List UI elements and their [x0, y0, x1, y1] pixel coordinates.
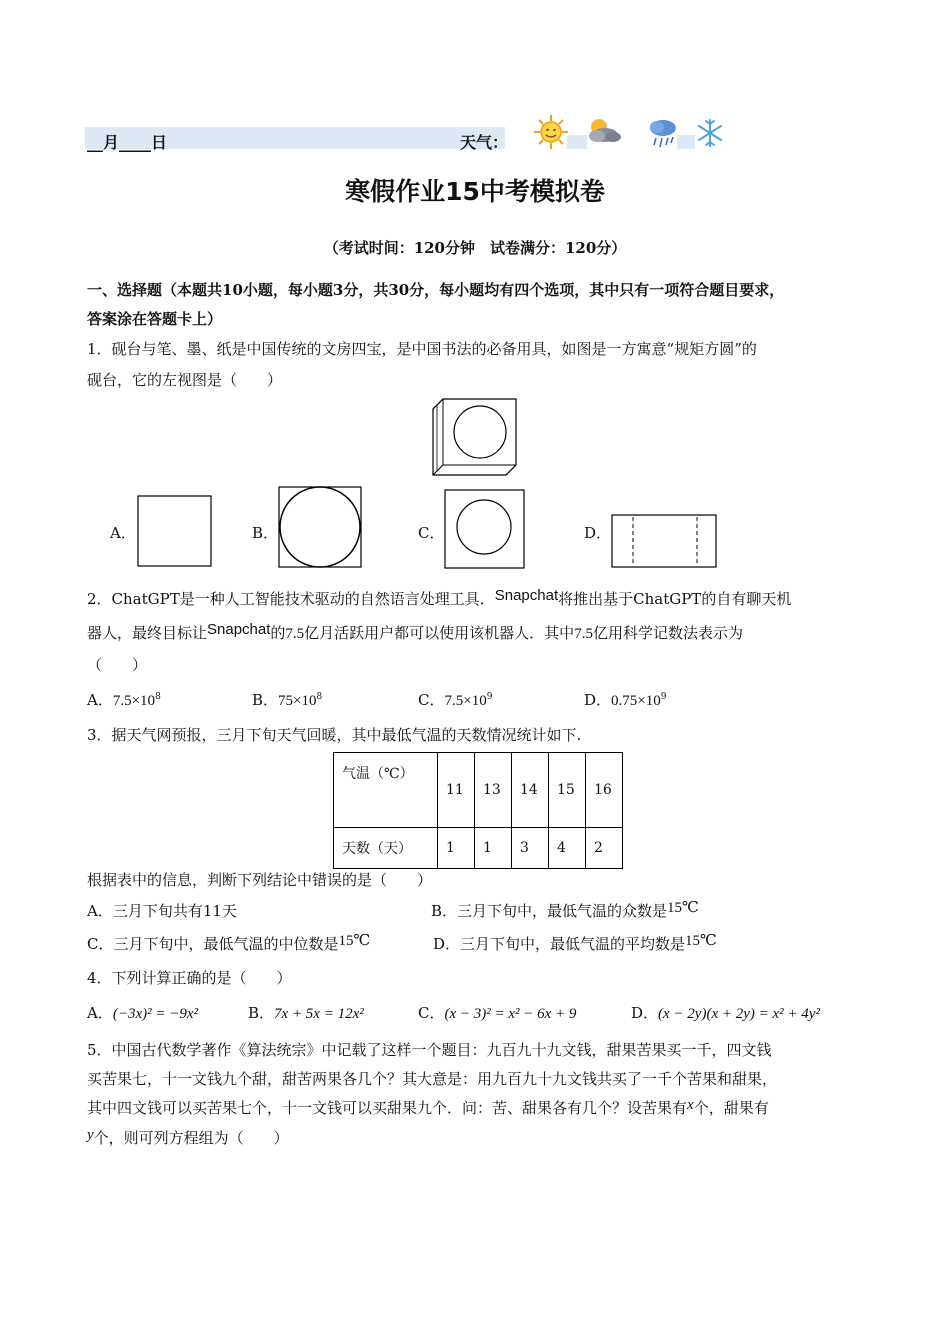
q1-option-c-figure	[444, 489, 526, 570]
q2-text-part: 的	[270, 624, 286, 642]
q2-option-d-label: D．	[584, 691, 612, 709]
q4-option-a	[87, 1002, 198, 1023]
q2-option-d	[584, 689, 666, 710]
q4-option-b-expr: 7x + 5x = 12x²	[274, 1006, 364, 1022]
section-heading: 一、选择题（本题共10小题，每小题3分，共30分，每小题均有四个选项，其中只有一项符合题目要求，	[87, 281, 785, 299]
q3-option-c-value: 15℃	[338, 933, 371, 949]
table-cell: 13	[475, 753, 512, 828]
q1-option-d-figure	[611, 514, 719, 570]
q3-option-c	[87, 933, 370, 954]
q1-option-b-figure	[278, 486, 364, 569]
question-2-text-cont	[87, 622, 743, 643]
table-row	[334, 828, 623, 869]
q4-option-c	[418, 1002, 576, 1023]
q2-option-a-value: 7.5×10	[112, 693, 156, 709]
question-3-text: 3．据天气网预报，三月下旬天气回暖，其中最低气温的天数情况统计如下.	[87, 726, 582, 744]
q2-brand: Snapchat	[494, 587, 559, 604]
rain-icon	[647, 116, 679, 150]
q2-option-c	[418, 689, 492, 710]
q2-option-d-value: 0.75×10	[611, 693, 661, 709]
q4-option-d-expr: (x − 2y)(x + 2y) = x² + 4y²	[658, 1006, 820, 1022]
table-cell: 2	[586, 828, 623, 869]
q2-text-part: 亿月活跃用户都可以使用该机器人．其中	[304, 624, 575, 642]
q2-text-part: 亿用科学记数法表示为	[592, 624, 743, 642]
q4-option-c-expr: (x − 3)² = x² − 6x + 9	[444, 1006, 577, 1022]
question-5-text-cont	[87, 1097, 769, 1118]
sun-icon	[533, 114, 569, 150]
section-heading-cont: 答案涂在答题卡上）	[87, 310, 223, 328]
date-label: __月____日	[87, 133, 168, 152]
q2-option-c-value: 7.5×10	[444, 693, 487, 709]
q2-option-a	[87, 689, 161, 710]
q3-option-d	[433, 933, 717, 954]
temperature-table	[333, 752, 623, 869]
q4-option-b	[248, 1002, 364, 1023]
table-cell: 16	[586, 753, 623, 828]
q2-option-d-exp: 9	[660, 692, 667, 702]
q2-brand: Snapchat	[207, 621, 271, 638]
q4-option-d	[631, 1002, 820, 1023]
question-5-text: 5．中国古代数学著作《算法统宗》中记载了这样一个题目：九百九十九文钱，甜果苦果买一千，四文钱	[87, 1041, 772, 1059]
table-cell: 14	[512, 753, 549, 828]
weather-label: 天气：	[460, 133, 509, 152]
exam-info: （考试时间：120分钟 试卷满分：120分）	[323, 239, 627, 257]
q5-text-part: 个，则可列方程组为（ ）	[93, 1129, 289, 1147]
q2-option-b-label: B．	[252, 691, 279, 709]
table-row	[334, 753, 623, 828]
table-cell: 4	[549, 828, 586, 869]
q2-number: 7.5	[574, 626, 593, 642]
snowflake-icon	[696, 118, 724, 148]
page-title: 寒假作业15中考模拟卷	[345, 177, 605, 206]
q4-option-a-expr: (−3x)² = −9x²	[112, 1006, 199, 1022]
q2-option-a-label: A．	[87, 691, 113, 709]
q3-option-d-text: D．三月下旬中，最低气温的平均数是	[433, 935, 686, 953]
question-4-text: 4．下列计算正确的是（ ）	[87, 969, 292, 987]
q4-option-c-label: C．	[418, 1004, 445, 1022]
header-bar-segment	[567, 135, 587, 149]
q2-text-part: 器人，最终目标让	[87, 624, 208, 642]
question-5-text-cont	[87, 1127, 289, 1148]
question-1-text: 1．砚台与笔、墨、纸是中国传统的文房四宝，是中国书法的必备用具，如图是一方寓意“规矩方圆”的	[87, 340, 757, 358]
q5-text-part: 个，甜果有	[693, 1099, 769, 1117]
table-cell: 15	[549, 753, 586, 828]
q3-option-b-value: 15℃	[667, 900, 699, 916]
table-header-cell: 天数（天）	[334, 828, 438, 869]
q3-option-a: A．三月下旬共有11天	[87, 902, 237, 920]
question-3-prompt: 根据表中的信息，判断下列结论中错误的是（ ）	[87, 871, 433, 889]
q5-var-y: y	[87, 1127, 94, 1143]
q5-var-x: x	[687, 1097, 694, 1113]
q4-option-b-label: B．	[248, 1004, 275, 1022]
q2-text-part: 2．ChatGPT是一种人工智能技术驱动的自然语言处理工具．	[87, 590, 495, 608]
partly-cloudy-icon	[585, 116, 623, 146]
q3-option-b	[431, 900, 699, 921]
question-5-text-cont: 买苦果七，十一文钱九个甜，甜苦两果各几个？其大意是：用九百九十九文钱共买了一千个苦果和甜果，	[87, 1070, 778, 1088]
question-1-text-cont: 砚台，它的左视图是（ ）	[87, 371, 283, 389]
table-cell: 11	[438, 753, 475, 828]
table-header-cell: 气温（℃）	[334, 753, 438, 828]
table-cell: 3	[512, 828, 549, 869]
q2-text-part: 将推出基于ChatGPT的自有聊天机	[558, 590, 792, 608]
q2-number: 7.5	[285, 626, 305, 642]
q1-option-a-figure	[137, 495, 213, 568]
q1-option-c-label: C．	[418, 524, 445, 542]
table-cell: 1	[475, 828, 512, 869]
question-2-paren: （ ）	[87, 656, 148, 674]
q3-option-b-text: B．三月下旬中，最低气温的众数是	[431, 902, 668, 920]
q2-option-b-exp: 8	[316, 692, 323, 702]
question-2-text	[87, 588, 791, 609]
q4-option-a-label: A．	[87, 1004, 113, 1022]
q1-option-b-label: B．	[252, 524, 279, 542]
q3-option-c-text: C．三月下旬中，最低气温的中位数是	[87, 935, 339, 953]
table-cell: 1	[438, 828, 475, 869]
q1-option-d-label: D．	[584, 524, 612, 542]
q2-option-c-exp: 9	[486, 692, 493, 702]
q3-option-d-value: 15℃	[685, 933, 717, 949]
header-bar-segment	[677, 135, 695, 149]
q4-option-d-label: D．	[631, 1004, 659, 1022]
q2-option-b-value: 75×10	[278, 693, 317, 709]
q1-option-a-label: A．	[110, 524, 136, 542]
q2-option-b	[252, 689, 322, 710]
inkstone-figure	[430, 395, 520, 481]
q2-option-a-exp: 8	[155, 692, 161, 702]
q2-option-c-label: C．	[418, 691, 445, 709]
q5-text-part: 其中四文钱可以买苦果七个，十一文钱可以买甜果九个．问：苦、甜果各有几个？设苦果有	[87, 1099, 688, 1117]
